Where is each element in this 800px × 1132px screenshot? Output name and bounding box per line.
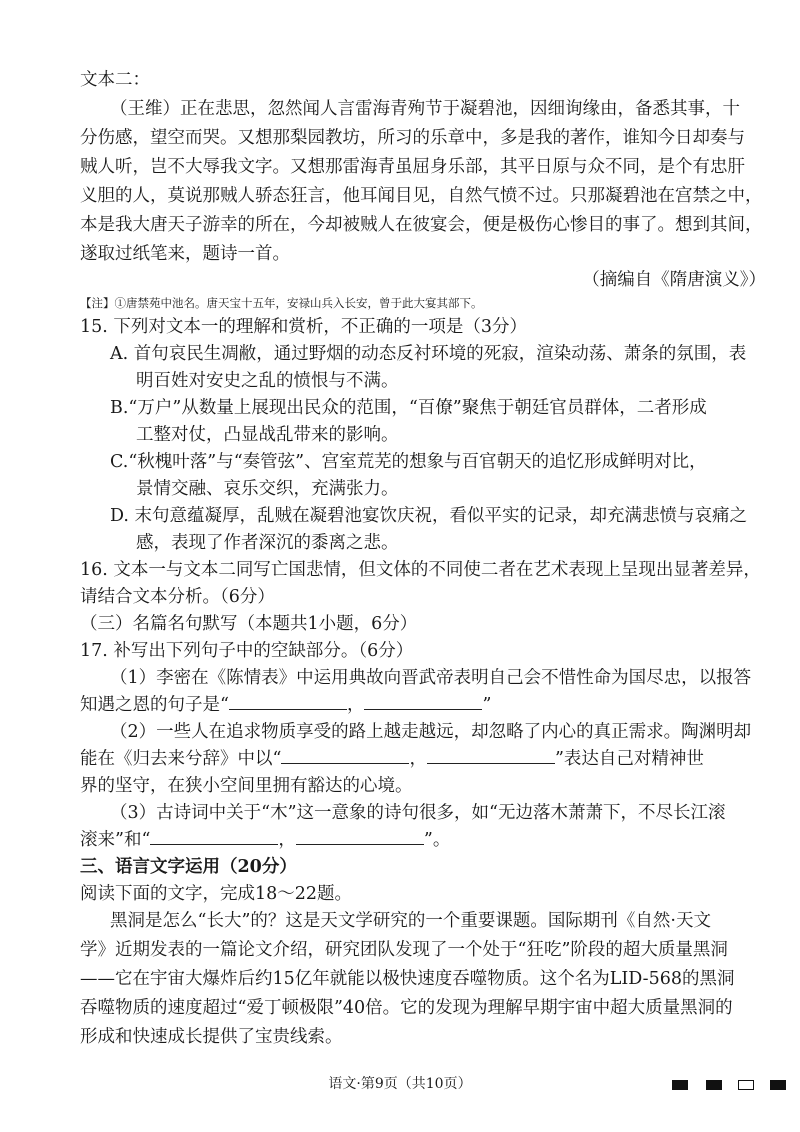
- text2-source: （摘编自《隋唐演义》）: [582, 270, 766, 290]
- answer-blank[interactable]: [364, 691, 482, 710]
- registration-mark: [706, 1080, 722, 1090]
- text2-line: 贼人听，岂不大辱我文字。又想那雷海青虽屈身乐部，其平日原与众不同，是个有忠肝: [80, 157, 745, 177]
- q17-stem: 17. 补写出下列句子中的空缺部分。（6分）: [80, 641, 414, 661]
- text2-line: 本是我大唐天子游幸的所在，今却被贼人在彼宴会，便是极伤心惨目的事了。想到其间，: [80, 215, 763, 235]
- answer-blank[interactable]: [281, 745, 409, 764]
- q15-option-d: D. 末句意蕴凝厚，乱贼在凝碧池宴饮庆祝，看似平实的记录，却充满悲愤与哀痛之: [110, 506, 748, 526]
- annotation-note: 【注】①唐禁苑中池名。唐天宝十五年，安禄山兵入长安，曾于此大宴其部下。: [80, 296, 483, 310]
- q15-option-d-cont: 感，表现了作者深沉的黍离之悲。: [136, 533, 399, 553]
- q17-part2-cont: 界的坚守，在狭小空间里拥有豁达的心境。: [80, 776, 413, 796]
- text2-line: 分伤感，望空而哭。又想那梨园教坊，所习的乐章中，多是我的著作，谁知今日却奏与: [80, 128, 745, 148]
- text2-line: 义胆的人，莫说那贼人骄态狂言，他耳闻目见，自然气愤不过。只那凝碧池在宫禁之中，: [80, 186, 763, 206]
- q15-option-b-cont: 工整对仗，凸显战乱带来的影响。: [136, 425, 399, 445]
- part3-instruction: 阅读下面的文字，完成18～22题。: [80, 884, 353, 904]
- page-number: 语文·第9页（共10页）: [328, 1076, 472, 1092]
- part3-heading: 三、语言文字运用（20分）: [80, 857, 297, 877]
- passage-line: 形成和快速成长提供了宝贵线索。: [80, 1027, 343, 1047]
- answer-blank[interactable]: [427, 745, 555, 764]
- q17-part3: （3）古诗词中关于“木”这一意象的诗句很多，如“无边落木萧萧下，不尽长江滚: [110, 803, 726, 823]
- text2-line: （王维）正在悲思，忽然闻人言雷海青殉节于凝碧池，因细询缘由，备悉其事，十: [110, 99, 740, 119]
- answer-blank[interactable]: [229, 691, 347, 710]
- q16-stem-cont: 请结合文本分析。（6分）: [80, 587, 275, 607]
- q17-part2: （2）一些人在追求物质享受的路上越走越远，却忽略了内心的真正需求。陶渊明却: [110, 722, 752, 742]
- text2-heading: 文本二：: [80, 70, 150, 90]
- q15-option-a-cont: 明百姓对安史之乱的愤恨与不满。: [136, 371, 399, 391]
- q15-option-c-cont: 景情交融、哀乐交织，充满张力。: [136, 479, 399, 499]
- answer-blank[interactable]: [296, 826, 424, 845]
- passage-line: 吞噬物质的速度超过“爱丁顿极限”40倍。它的发现为理解早期宇宙中超大质量黑洞的: [80, 998, 733, 1018]
- registration-mark: [770, 1080, 786, 1090]
- q15-stem: 15. 下列对文本一的理解和赏析，不正确的一项是（3分）: [80, 317, 528, 337]
- q15-option-a: A. 首句哀民生凋敝，通过野烟的动态反衬环境的死寂，渲染动荡、萧条的氛围，表: [110, 344, 747, 364]
- passage-line: 黑洞是怎么“长大”的？这是天文学研究的一个重要课题。国际期刊《自然·天文: [110, 911, 711, 931]
- registration-mark: [738, 1080, 754, 1090]
- q17-part1: （1）李密在《陈情表》中运用典故向晋武帝表明自己会不惜性命为国尽忠，以报答: [110, 668, 752, 688]
- q15-option-b: B.“万户”从数量上展现出民众的范围，“百僚”聚焦于朝廷官员群体，二者形成: [110, 398, 707, 418]
- answer-blank[interactable]: [150, 826, 278, 845]
- text2-line: 遂取过纸笔来，题诗一首。: [80, 244, 290, 264]
- q17-part2-blank-line: 能在《归去来兮辞》中以“ ， ”表达自己对精神世: [80, 745, 704, 773]
- q17-part1-blank-line: 知遇之恩的句子是“ ， ”: [80, 691, 491, 719]
- passage-line: ——它在宇宙大爆炸后约15亿年就能以极快速度吞噬物质。这个名为LID-568的黑洞: [80, 969, 735, 989]
- section-heading: （三）名篇名句默写（本题共1小题，6分）: [80, 614, 418, 634]
- registration-mark: [672, 1080, 688, 1090]
- q16-stem: 16. 文本一与文本二同写亡国悲情，但文体的不同使二者在艺术表现上呈现出显著差异，: [80, 560, 761, 580]
- q17-part3-blank-line: 滚来”和“ ， ”。: [80, 826, 450, 854]
- q15-option-c: C.“秋槐叶落”与“奏管弦”、宫室荒芜的想象与百官朝天的追忆形成鲜明对比，: [110, 452, 707, 472]
- passage-line: 学》近期发表的一篇论文介绍，研究团队发现了一个处于“狂吃”阶段的超大质量黑洞: [80, 940, 728, 960]
